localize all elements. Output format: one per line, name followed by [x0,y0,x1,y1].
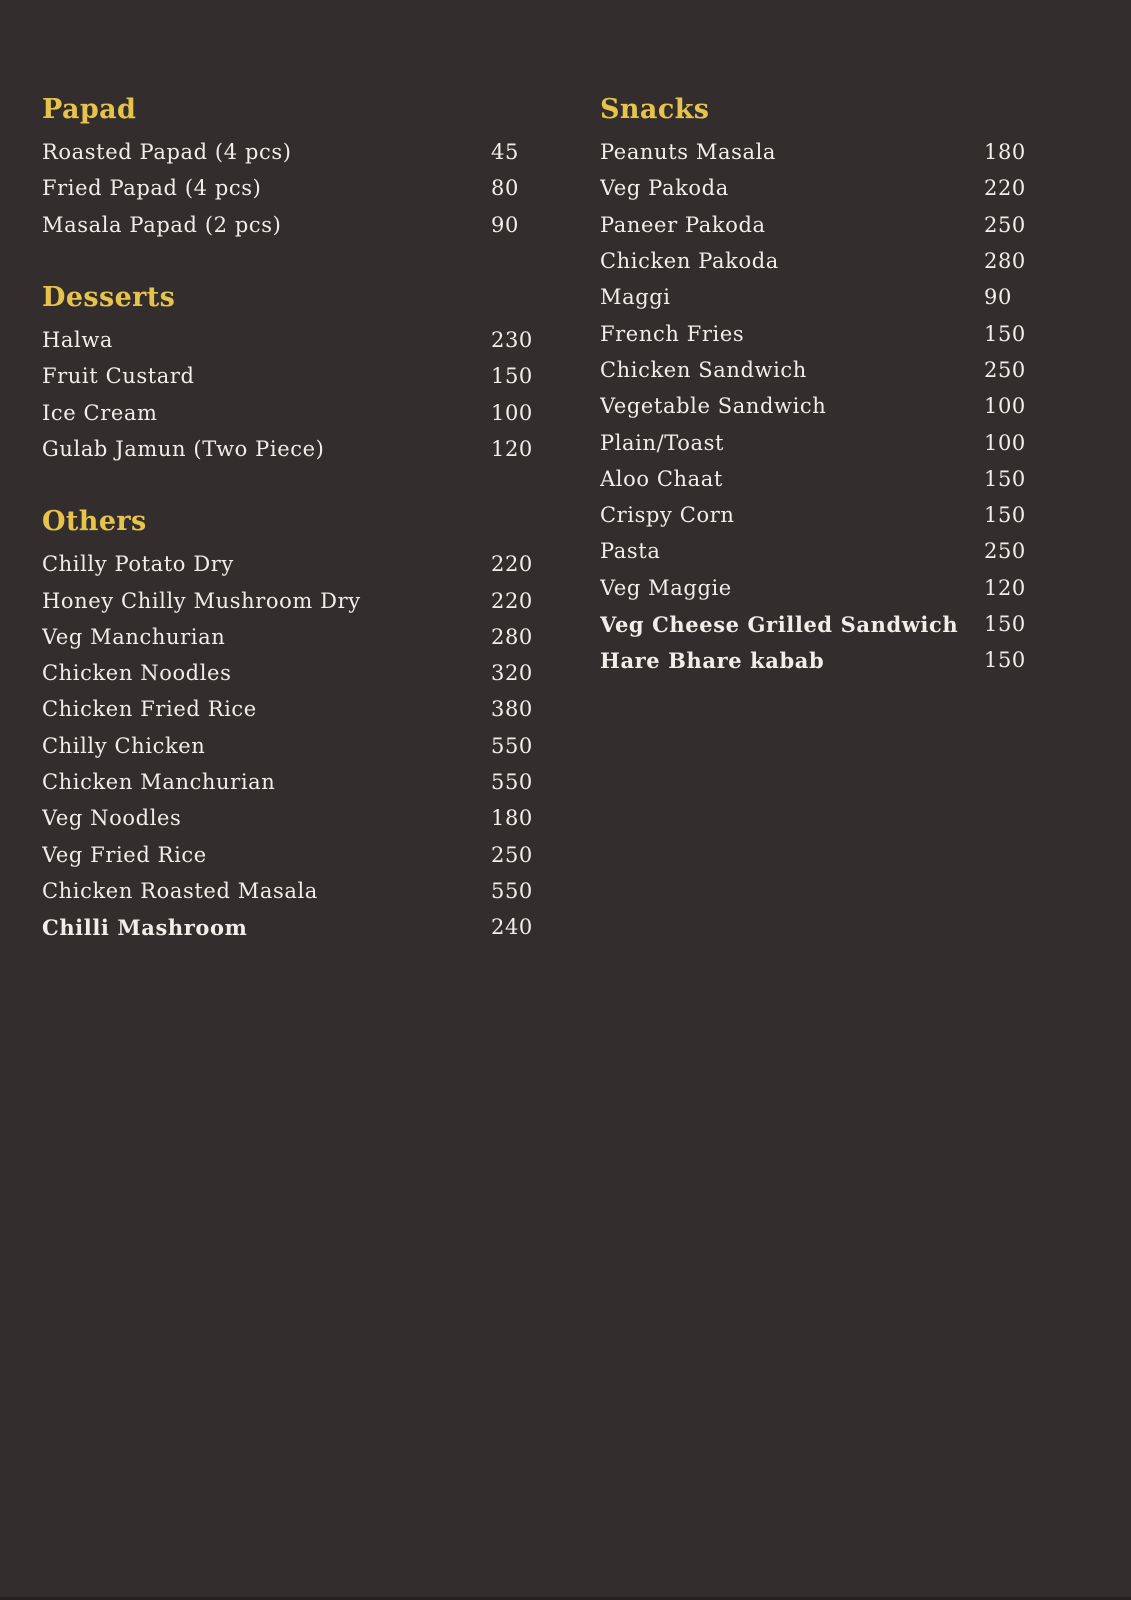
menu-item-row [42,691,539,727]
item-price: 150 [491,364,533,389]
menu-item-row [42,170,539,206]
item-price: 220 [984,176,1026,201]
item-name: Veg Fried Rice [42,842,207,867]
item-name: Chicken Manchurian [42,770,276,794]
section-title-snacks: Snacks [600,94,710,125]
item-price: 90 [491,212,519,237]
menu-item-row [42,322,539,358]
menu-item-row [42,909,539,945]
item-name: Maggi [600,285,671,310]
item-name: French Fries [600,321,745,346]
menu-item-row [42,394,539,430]
item-name: Gulab Jamun (Two Piece) [42,436,325,461]
section-title-desserts: Desserts [42,281,176,313]
menu-column-left [42,92,539,945]
item-price: 100 [984,430,1026,455]
item-price: 250 [984,539,1026,564]
item-name: Chicken Pakoda [600,249,779,274]
menu-item-row [42,655,539,691]
menu-item-row [42,800,539,836]
section-title-others: Others [42,506,147,538]
menu-item-row [42,546,539,582]
item-name: Roasted Papad (4 pcs) [42,140,292,165]
menu-item-row [600,424,1032,460]
menu-item-row [600,352,1032,388]
item-name: Plain/Toast [600,430,725,455]
item-name: Fruit Custard [42,364,195,389]
item-name: Ice Cream [42,400,158,425]
item-name: Pasta [600,539,661,564]
item-name: Chicken Fried Rice [42,697,257,722]
menu-item-row [42,134,539,170]
menu-item-row [600,315,1032,351]
item-name: Hare Bhare kabab [600,647,825,673]
menu-item-row [42,873,539,909]
item-price: 250 [984,212,1026,237]
item-price: 550 [491,878,533,903]
menu-item-row [600,606,1032,642]
item-name: Chicken Sandwich [600,357,807,382]
item-name: Veg Pakoda [600,176,729,201]
menu-item-row [600,243,1032,279]
item-price: 550 [491,733,533,758]
menu-item-row [42,582,539,618]
item-name: Chilly Potato Dry [42,552,234,577]
item-name: Masala Papad (2 pcs) [42,212,282,237]
item-name: Aloo Chaat [600,466,723,491]
item-price: 100 [984,394,1026,419]
menu-column-right [600,92,1032,678]
item-price: 230 [491,328,533,353]
item-price: 150 [984,648,1026,673]
item-price: 150 [984,612,1026,636]
menu-item-row [600,388,1032,424]
menu-section-others [42,504,539,945]
menu-section-papad [42,92,539,243]
menu-item-row [42,431,539,467]
menu-item-row [42,764,539,800]
item-name: Crispy Corn [600,503,735,528]
item-name: Vegetable Sandwich [600,394,827,419]
menu-item-row [42,619,539,655]
item-price: 150 [984,503,1026,528]
item-name: Veg Manchurian [42,624,226,649]
item-price: 250 [984,357,1026,382]
menu-item-row [600,570,1032,606]
item-name: Chilly Chicken [42,733,206,758]
item-price: 150 [984,321,1026,346]
menu-section-snacks [600,92,1032,678]
menu-item-row [600,279,1032,315]
item-price: 150 [984,466,1026,491]
item-price: 90 [984,285,1012,310]
item-name: Fried Papad (4 pcs) [42,176,262,201]
item-price: 120 [491,436,533,461]
item-name: Paneer Pakoda [600,212,766,237]
item-price: 320 [491,661,533,686]
item-price: 380 [491,697,533,722]
item-price: 550 [491,770,533,794]
menu-item-row [600,533,1032,569]
item-price: 280 [491,624,533,649]
item-price: 180 [984,140,1026,165]
menu-item-row [600,134,1032,170]
item-price: 220 [491,588,533,613]
item-name: Chilli Mashroom [42,914,248,940]
section-title-papad: Papad [42,94,137,125]
item-price: 180 [491,806,533,831]
item-price: 250 [491,842,533,867]
item-price: 100 [491,400,533,425]
menu-item-row [600,207,1032,243]
item-name: Veg Maggie [600,575,732,600]
item-price: 80 [491,176,519,201]
item-price: 120 [984,575,1026,600]
item-name: Veg Cheese Grilled Sandwich [600,611,959,637]
item-name: Chicken Roasted Masala [42,878,318,903]
menu-item-row [42,207,539,243]
menu-item-row [42,728,539,764]
menu-item-row [600,461,1032,497]
item-price: 220 [491,552,533,577]
item-name: Peanuts Masala [600,140,777,165]
menu-item-row [600,170,1032,206]
menu-item-row [42,836,539,872]
menu-item-row [600,497,1032,533]
menu-item-row [600,642,1032,678]
menu-item-row [42,358,539,394]
item-price: 240 [491,915,533,940]
item-name: Chicken Noodles [42,661,232,686]
item-price: 280 [984,249,1026,274]
menu-section-desserts [42,280,539,467]
item-name: Halwa [42,328,114,353]
item-name: Veg Noodles [42,806,182,831]
item-price: 45 [491,140,519,165]
item-name: Honey Chilly Mushroom Dry [42,588,361,613]
